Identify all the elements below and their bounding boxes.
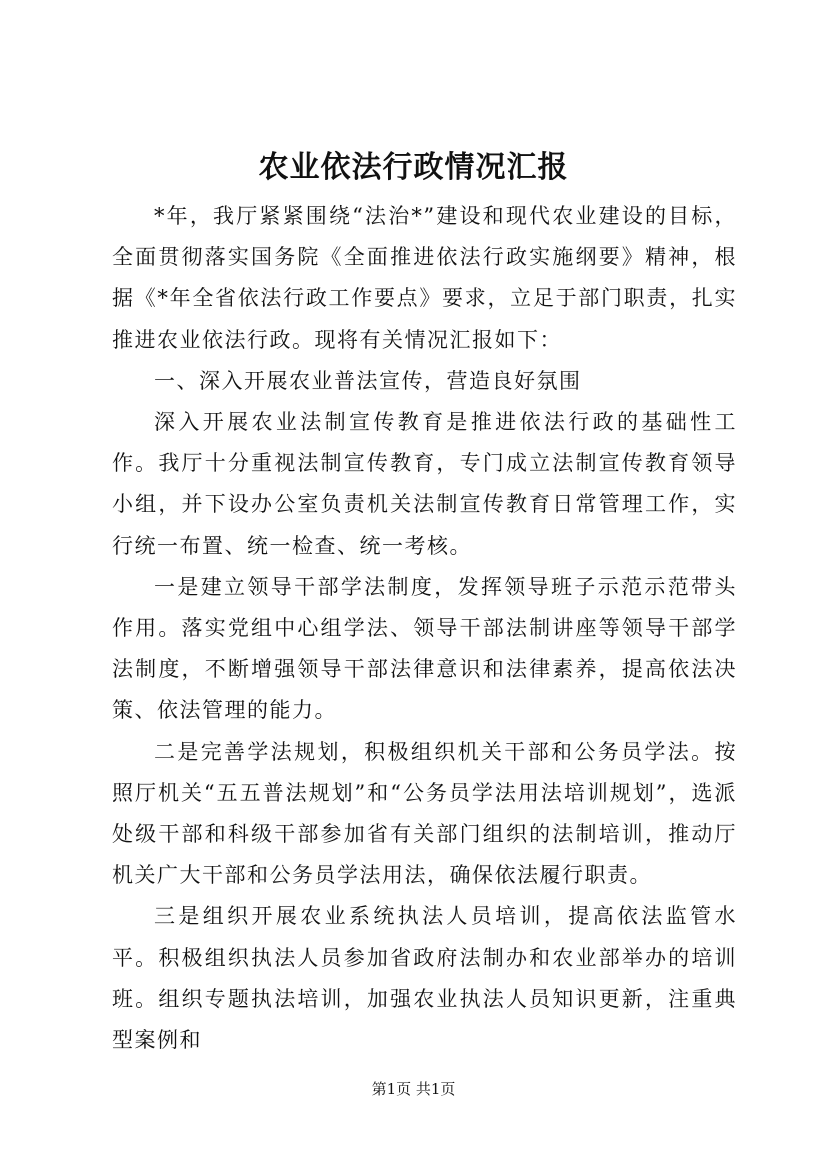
page-footer: 第1页 共1页 [371,1080,456,1098]
document-body [112,196,737,1061]
intro-paragraph: *年，我厅紧紧围绕“法治*”建设和现代农业建设的目标，全面贯彻落实国务院《全面推进依法行政实施纲要》精神，根据《*年全省依法行政工作要点》要求，立足于部门职责，扎实推进农业依法行政。现将有关情况汇报如下： [112,204,737,352]
body-paragraph: 二是完善学法规划，积极组织机关干部和公务员学法。按照厅机关“五五普法规划”和“公务员学法用法培训规划”，选派处级干部和科级干部参加省有关部门组织的法制培训，推动厅机关广大干部和公务员学法用法，确保依法履行职责。 [112,739,737,888]
body-paragraph: 三是组织开展农业系统执法人员培训，提高依法监管水平。积极组织执法人员参加省政府法制办和农业部举办的培训班。组织专题执法培训，加强农业执法人员知识更新，注重典型案例和 [112,904,737,1053]
body-paragraph: 深入开展农业法制宣传教育是推进依法行政的基础性工作。我厅十分重视法制宣传教育，专门成立法制宣传教育领导小组，并下设办公室负责机关法制宣传教育日常管理工作，实行统一布置、统一检查、统一考核。 [112,410,737,558]
section-heading: 一、深入开展农业普法宣传，营造良好氛围 [154,368,582,393]
body-paragraph: 一是建立领导干部学法制度，发挥领导班子示范示范带头作用。落实党组中心组学法、领导干部法制讲座等领导干部学法制度，不断增强领导干部法律意识和法律素养，提高依法决策、依法管理的能力。 [112,574,737,723]
document-title: 农业依法行政情况汇报 [258,150,569,185]
